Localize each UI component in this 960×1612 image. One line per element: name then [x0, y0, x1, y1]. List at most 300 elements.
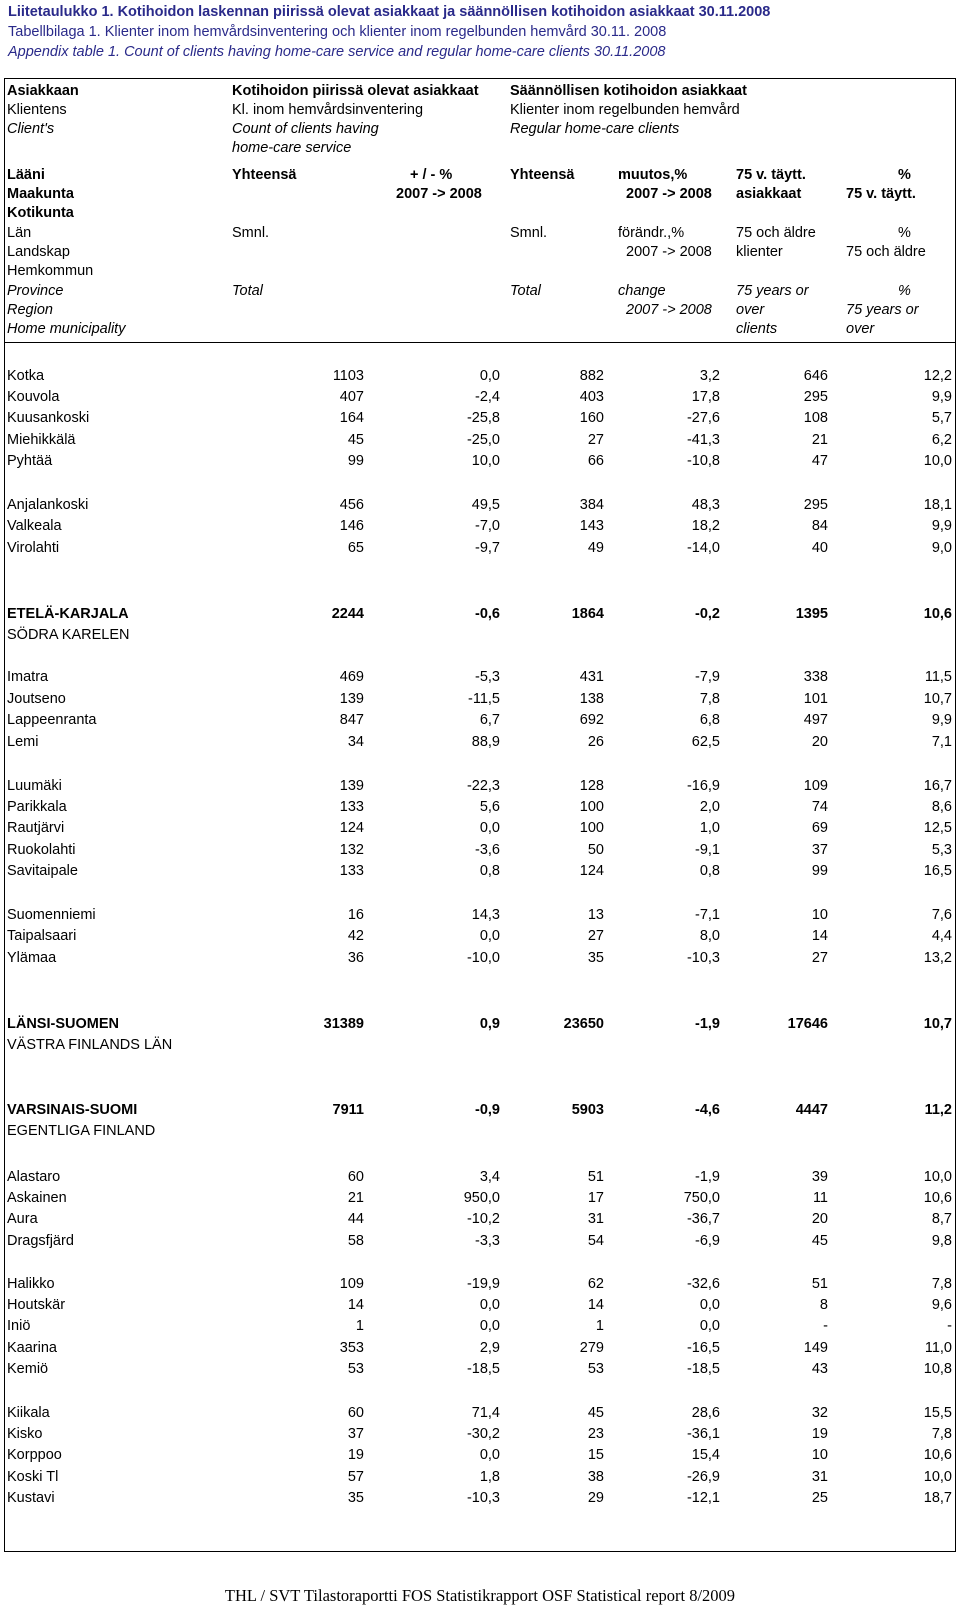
row-75-plus-clients: 51: [811, 1276, 828, 1292]
row-total-clients: 57: [347, 1469, 364, 1485]
row-total-change: -0,6: [475, 606, 500, 622]
region-subtitle: SÖDRA KARELEN: [7, 627, 130, 643]
row-total-change: -5,3: [475, 669, 500, 685]
title-english: Appendix table 1. Count of clients having home-care service and regular home-care clients 30.11.2008: [8, 44, 666, 60]
row-total-change: -0,9: [475, 1102, 500, 1118]
row-regular-change: 48,3: [691, 497, 720, 513]
row-75-plus-pct: 16,5: [923, 863, 952, 879]
row-75-plus-clients: 20: [811, 1211, 828, 1227]
row-75-plus-clients: 14: [811, 928, 828, 944]
row-75-plus-pct: 10,0: [923, 1469, 952, 1485]
row-total-change: -19,9: [466, 1276, 500, 1292]
row-regular-clients: 31: [587, 1211, 604, 1227]
row-total-change: 0,9: [479, 1016, 500, 1032]
row-name: Kaarina: [7, 1340, 57, 1356]
row-75-plus-pct: 12,5: [923, 820, 952, 836]
table-row: [4, 840, 956, 861]
row-total-clients: 133: [339, 799, 364, 815]
row-total-clients: 37: [347, 1426, 364, 1442]
row-total-clients: 65: [347, 540, 364, 556]
row-75-plus-pct: 15,5: [923, 1405, 952, 1421]
row-total-change: 10,0: [471, 453, 500, 469]
row-regular-change: 7,8: [699, 691, 720, 707]
row-name: Alastaro: [7, 1169, 61, 1185]
header-years-4: 2007 -> 2008: [626, 302, 712, 318]
row-total-change: 0,0: [479, 1318, 500, 1334]
row-name: Parikkala: [7, 799, 67, 815]
row-total-clients: 34: [347, 734, 364, 750]
row-regular-change: -41,3: [686, 432, 720, 448]
row-75-plus-pct: 13,2: [923, 950, 952, 966]
table-row: [4, 495, 956, 516]
row-regular-clients: 143: [579, 518, 604, 534]
header-years-or-2: 75 years or: [846, 302, 919, 318]
row-75-plus-clients: 11: [812, 1190, 828, 1206]
row-total-change: -9,7: [475, 540, 500, 556]
row-75-plus-pct: 11,0: [924, 1340, 952, 1356]
table-row: [4, 818, 956, 839]
table-row: [4, 516, 956, 537]
row-total-change: -22,3: [466, 778, 500, 794]
row-regular-change: -0,2: [695, 606, 720, 622]
header-over-2: over: [846, 321, 875, 337]
row-75-plus-clients: 84: [811, 518, 828, 534]
row-regular-change: 15,4: [691, 1447, 720, 1463]
row-regular-change: 1,0: [699, 820, 720, 836]
region-row: [4, 1014, 956, 1035]
table-row: [4, 1488, 956, 1509]
row-regular-change: -18,5: [686, 1361, 720, 1377]
row-name: Koski Tl: [7, 1469, 59, 1485]
header-group2-sv: Klienter inom regelbunden hemvård: [510, 102, 740, 118]
row-regular-clients: 100: [579, 799, 604, 815]
header-och-aldre: 75 och äldre: [736, 225, 816, 241]
table-row: [4, 797, 956, 818]
row-regular-clients: 1: [595, 1318, 604, 1334]
header-laani: Lääni: [7, 167, 45, 183]
header-75v-b: 75 v. täytt.: [846, 186, 916, 202]
row-75-plus-clients: 101: [803, 691, 828, 707]
row-75-plus-clients: 4447: [795, 1102, 828, 1118]
table-row: [4, 1295, 956, 1316]
row-total-change: -3,6: [475, 842, 500, 858]
row-regular-clients: 23650: [563, 1016, 604, 1032]
header-total-1: Total: [232, 283, 263, 299]
row-name: Valkeala: [7, 518, 62, 534]
row-regular-change: 0,0: [699, 1318, 720, 1334]
row-regular-change: 6,8: [699, 712, 720, 728]
row-total-change: 0,8: [479, 863, 500, 879]
row-regular-clients: 26: [587, 734, 604, 750]
row-name: Kiikala: [7, 1405, 50, 1421]
row-75-plus-clients: 39: [811, 1169, 828, 1185]
row-total-change: -7,0: [475, 518, 500, 534]
region-row: [4, 1100, 956, 1121]
row-name: Lemi: [7, 734, 39, 750]
row-total-clients: 469: [339, 669, 364, 685]
row-75-plus-pct: 10,7: [923, 1016, 952, 1032]
row-regular-change: 17,8: [691, 389, 720, 405]
row-75-plus-clients: 47: [811, 453, 828, 469]
row-regular-clients: 27: [587, 928, 604, 944]
table-row: [4, 1167, 956, 1188]
row-regular-change: 3,2: [699, 368, 720, 384]
region-subtitle: VÄSTRA FINLANDS LÄN: [7, 1037, 173, 1053]
row-75-plus-pct: 7,8: [931, 1426, 952, 1442]
row-75-plus-pct: 10,0: [923, 1169, 952, 1185]
header-pct-3: %: [898, 283, 911, 299]
row-75-plus-clients: 20: [811, 734, 828, 750]
table-row: [4, 1338, 956, 1359]
table-row: [4, 1424, 956, 1445]
row-total-clients: 847: [339, 712, 364, 728]
row-regular-change: -16,5: [686, 1340, 720, 1356]
row-regular-clients: 51: [587, 1169, 604, 1185]
header-group2-fi: Säännöllisen kotihoidon asiakkaat: [510, 83, 747, 99]
row-75-plus-clients: 27: [811, 950, 828, 966]
row-name: Kouvola: [7, 389, 60, 405]
row-total-change: -25,0: [466, 432, 500, 448]
table-row: [4, 1445, 956, 1466]
table-row: [4, 710, 956, 731]
row-75-plus-pct: 8,6: [931, 799, 952, 815]
row-total-clients: 60: [347, 1405, 364, 1421]
row-regular-clients: 50: [587, 842, 604, 858]
header-years-3: 2007 -> 2008: [626, 244, 712, 260]
header-asiakkaan: Asiakkaan: [7, 83, 79, 99]
row-regular-change: 2,0: [699, 799, 720, 815]
row-75-plus-clients: 109: [803, 778, 828, 794]
row-total-clients: 99: [347, 453, 364, 469]
header-smnl-1: Smnl.: [232, 225, 270, 241]
row-75-plus-pct: -: [947, 1318, 952, 1334]
row-75-plus-pct: 10,7: [923, 691, 952, 707]
row-total-clients: 139: [339, 691, 364, 707]
row-name: Houtskär: [7, 1297, 66, 1313]
row-total-clients: 19: [347, 1447, 364, 1463]
region-row: [4, 604, 956, 625]
row-total-change: 71,4: [471, 1405, 500, 1421]
row-total-clients: 146: [339, 518, 364, 534]
row-total-change: -3,3: [475, 1233, 500, 1249]
row-regular-clients: 403: [579, 389, 604, 405]
header-klientens: Klientens: [7, 102, 67, 118]
row-total-change: -10,0: [466, 950, 500, 966]
table-row: [4, 732, 956, 753]
header-years-2: 2007 -> 2008: [626, 186, 712, 202]
row-75-plus-pct: 7,6: [931, 907, 952, 923]
header-landskap: Landskap: [7, 244, 70, 260]
row-total-change: 49,5: [471, 497, 500, 513]
row-name: Ylämaa: [7, 950, 57, 966]
header-asiakkaat: asiakkaat: [736, 186, 802, 202]
row-75-plus-clients: 69: [811, 820, 828, 836]
header-group1-fi: Kotihoidon piirissä olevat asiakkaat: [232, 83, 479, 99]
row-total-change: 0,0: [479, 928, 500, 944]
header-hemkommun: Hemkommun: [7, 263, 94, 279]
row-name: Taipalsaari: [7, 928, 77, 944]
row-total-change: 0,0: [479, 1297, 500, 1313]
row-75-plus-pct: 12,2: [923, 368, 952, 384]
row-75-plus-pct: 8,7: [931, 1211, 952, 1227]
row-75-plus-clients: 45: [811, 1233, 828, 1249]
header-home-municipality: Home municipality: [7, 321, 126, 337]
row-regular-change: 0,8: [699, 863, 720, 879]
header-och-aldre-2: 75 och äldre: [846, 244, 926, 260]
row-75-plus-clients: 21: [811, 432, 828, 448]
table-row: [4, 408, 956, 429]
header-yhteensa-1: Yhteensä: [232, 167, 297, 183]
table-row: [4, 1403, 956, 1424]
row-name: Kuusankoski: [7, 410, 90, 426]
row-regular-clients: 279: [579, 1340, 604, 1356]
row-regular-change: -9,1: [695, 842, 720, 858]
row-regular-change: -36,7: [686, 1211, 720, 1227]
row-regular-change: 750,0: [683, 1190, 720, 1206]
row-75-plus-pct: 11,5: [924, 669, 952, 685]
row-regular-change: 28,6: [691, 1405, 720, 1421]
header-yhteensa-2: Yhteensä: [510, 167, 575, 183]
row-75-plus-clients: 74: [811, 799, 828, 815]
row-total-clients: 1103: [332, 368, 364, 384]
row-75-plus-pct: 4,4: [931, 928, 952, 944]
row-75-plus-pct: 5,3: [931, 842, 952, 858]
row-75-plus-clients: -: [823, 1318, 828, 1334]
table-row: [4, 1274, 956, 1295]
row-75-plus-clients: 295: [803, 497, 828, 513]
row-75-plus-pct: 9,9: [931, 389, 952, 405]
table-row: [4, 776, 956, 797]
header-muutos: muutos,%: [618, 167, 688, 183]
row-regular-clients: 27: [587, 432, 604, 448]
header-divider: [4, 342, 956, 343]
row-name: Ruokolahti: [7, 842, 76, 858]
row-total-clients: 60: [347, 1169, 364, 1185]
row-regular-clients: 160: [579, 410, 604, 426]
row-regular-clients: 45: [587, 1405, 604, 1421]
row-regular-clients: 62: [587, 1276, 604, 1292]
header-75v: 75 v. täytt.: [736, 167, 806, 183]
row-75-plus-pct: 10,6: [923, 1447, 952, 1463]
row-total-change: -25,8: [466, 410, 500, 426]
row-total-change: -30,2: [466, 1426, 500, 1442]
row-total-clients: 139: [339, 778, 364, 794]
row-regular-clients: 100: [579, 820, 604, 836]
row-75-plus-pct: 18,1: [923, 497, 952, 513]
row-regular-change: 8,0: [699, 928, 720, 944]
row-regular-change: -32,6: [686, 1276, 720, 1292]
row-75-plus-clients: 338: [803, 669, 828, 685]
row-name: Virolahti: [7, 540, 60, 556]
table-row: [4, 1359, 956, 1380]
row-regular-clients: 431: [579, 669, 604, 685]
table-row: [4, 451, 956, 472]
row-75-plus-pct: 7,1: [931, 734, 952, 750]
row-name: Kotka: [7, 368, 45, 384]
row-75-plus-pct: 10,8: [923, 1361, 952, 1377]
row-name: Miehikkälä: [7, 432, 76, 448]
row-75-plus-clients: 646: [803, 368, 828, 384]
row-total-change: 6,7: [479, 712, 500, 728]
row-total-change: 5,6: [479, 799, 500, 815]
row-regular-clients: 66: [587, 453, 604, 469]
row-total-clients: 1: [355, 1318, 364, 1334]
row-75-plus-clients: 31: [811, 1469, 828, 1485]
row-75-plus-pct: 9,9: [931, 518, 952, 534]
row-75-plus-pct: 9,9: [931, 712, 952, 728]
header-change: change: [618, 283, 666, 299]
header-years-1: 2007 -> 2008: [396, 186, 482, 202]
row-name: Imatra: [7, 669, 49, 685]
row-75-plus-clients: 37: [811, 842, 828, 858]
header-pct-1: %: [898, 167, 911, 183]
row-total-change: 0,0: [479, 820, 500, 836]
row-name: Savitaipale: [7, 863, 78, 879]
row-regular-clients: 29: [587, 1490, 604, 1506]
row-75-plus-clients: 99: [811, 863, 828, 879]
row-regular-change: -6,9: [695, 1233, 720, 1249]
row-total-change: -11,5: [468, 691, 500, 707]
header-clients-word: clients: [736, 321, 778, 337]
row-75-plus-pct: 5,7: [931, 410, 952, 426]
row-name: Pyhtää: [7, 453, 53, 469]
row-total-change: -10,2: [466, 1211, 500, 1227]
header-province: Province: [7, 283, 64, 299]
row-regular-clients: 38: [587, 1469, 604, 1485]
title-block: [8, 2, 770, 62]
row-total-clients: 14: [347, 1297, 364, 1313]
row-regular-clients: 128: [579, 778, 604, 794]
row-regular-clients: 15: [587, 1447, 604, 1463]
table-row: [4, 689, 956, 710]
row-name: Suomenniemi: [7, 907, 96, 923]
row-regular-change: -36,1: [686, 1426, 720, 1442]
row-name: Kemiö: [7, 1361, 49, 1377]
row-75-plus-pct: 10,6: [923, 606, 952, 622]
row-75-plus-pct: 16,7: [923, 778, 952, 794]
table-row: [4, 861, 956, 882]
row-total-clients: 133: [339, 863, 364, 879]
row-regular-change: -1,9: [695, 1016, 720, 1032]
row-total-change: -10,3: [466, 1490, 500, 1506]
header-group1-sv: Kl. inom hemvårdsinventering: [232, 102, 424, 118]
row-name: ETELÄ-KARJALA: [7, 606, 129, 622]
row-regular-change: 62,5: [691, 734, 720, 750]
row-regular-change: -14,0: [686, 540, 720, 556]
row-regular-change: -26,9: [686, 1469, 720, 1485]
row-total-change: 0,0: [479, 368, 500, 384]
row-75-plus-clients: 108: [803, 410, 828, 426]
table-row: [4, 1209, 956, 1230]
table-row: [4, 366, 956, 387]
row-75-plus-pct: 10,6: [923, 1190, 952, 1206]
row-name: Iniö: [7, 1318, 31, 1334]
table-row: [4, 667, 956, 688]
row-regular-change: -16,9: [686, 778, 720, 794]
row-regular-clients: 138: [579, 691, 604, 707]
header-klienter: klienter: [736, 244, 783, 260]
row-regular-clients: 53: [587, 1361, 604, 1377]
row-total-clients: 16: [347, 907, 364, 923]
table-row: [4, 1231, 956, 1252]
row-total-change: 88,9: [471, 734, 500, 750]
row-75-plus-clients: 40: [811, 540, 828, 556]
row-total-clients: 45: [347, 432, 364, 448]
table-row: [4, 430, 956, 451]
row-name: Joutseno: [7, 691, 66, 707]
row-regular-change: -10,3: [686, 950, 720, 966]
header-group1-en2: home-care service: [232, 140, 352, 156]
header-forandr: förändr.,%: [618, 225, 685, 241]
row-total-clients: 124: [339, 820, 364, 836]
row-regular-clients: 13: [587, 907, 604, 923]
row-total-change: 2,9: [479, 1340, 500, 1356]
title-finnish: Liitetaulukko 1. Kotihoidon laskennan piirissä olevat asiakkaat ja säännöllisen kotihoidon asiakkaat 30.11.2008: [8, 4, 771, 20]
row-name: LÄNSI-SUOMEN: [7, 1016, 119, 1032]
header-plusminus: + / - %: [410, 167, 453, 183]
row-total-clients: 132: [339, 842, 364, 858]
row-total-clients: 36: [347, 950, 364, 966]
row-regular-change: -10,8: [686, 453, 720, 469]
row-total-change: 3,4: [479, 1169, 500, 1185]
row-total-clients: 42: [347, 928, 364, 944]
row-75-plus-clients: 17646: [787, 1016, 828, 1032]
row-total-clients: 353: [339, 1340, 364, 1356]
row-total-clients: 109: [339, 1276, 364, 1292]
row-name: Aura: [7, 1211, 38, 1227]
row-name: Lappeenranta: [7, 712, 97, 728]
table-row: [4, 1316, 956, 1337]
row-name: Korppoo: [7, 1447, 62, 1463]
row-regular-change: -7,1: [695, 907, 720, 923]
row-total-change: -18,5: [466, 1361, 500, 1377]
row-name: Anjalankoski: [7, 497, 89, 513]
row-75-plus-pct: 7,8: [931, 1276, 952, 1292]
row-regular-clients: 54: [587, 1233, 604, 1249]
row-name: VARSINAIS-SUOMI: [7, 1102, 138, 1118]
row-75-plus-pct: 18,7: [923, 1490, 952, 1506]
row-75-plus-pct: 6,2: [931, 432, 952, 448]
header-kotikunta: Kotikunta: [7, 205, 74, 221]
row-name: Kustavi: [7, 1490, 55, 1506]
table-row: [4, 387, 956, 408]
row-regular-clients: 14: [587, 1297, 604, 1313]
table-row: [4, 1188, 956, 1209]
row-regular-clients: 384: [579, 497, 604, 513]
row-regular-change: -4,6: [695, 1102, 720, 1118]
row-regular-change: 0,0: [699, 1297, 720, 1313]
row-total-clients: 456: [339, 497, 364, 513]
header-lan: Län: [7, 225, 32, 241]
footer: THL / SVT Tilastoraportti FOS Statistikrapport OSF Statistical report 8/2009: [224, 1586, 736, 1605]
row-total-change: -2,4: [475, 389, 500, 405]
row-total-clients: 35: [347, 1490, 364, 1506]
row-total-change: 1,8: [479, 1469, 500, 1485]
row-regular-clients: 692: [579, 712, 604, 728]
row-75-plus-pct: 9,8: [931, 1233, 952, 1249]
row-regular-change: 18,2: [691, 518, 720, 534]
header-years-or: 75 years or: [736, 283, 809, 299]
header-region: Region: [7, 302, 53, 318]
row-total-clients: 407: [339, 389, 364, 405]
row-75-plus-pct: 10,0: [923, 453, 952, 469]
row-75-plus-pct: 11,2: [924, 1102, 952, 1118]
row-name: Kisko: [7, 1426, 43, 1442]
row-total-change: 14,3: [471, 907, 500, 923]
row-75-plus-clients: 8: [819, 1297, 828, 1313]
row-name: Luumäki: [7, 778, 62, 794]
row-75-plus-clients: 295: [803, 389, 828, 405]
